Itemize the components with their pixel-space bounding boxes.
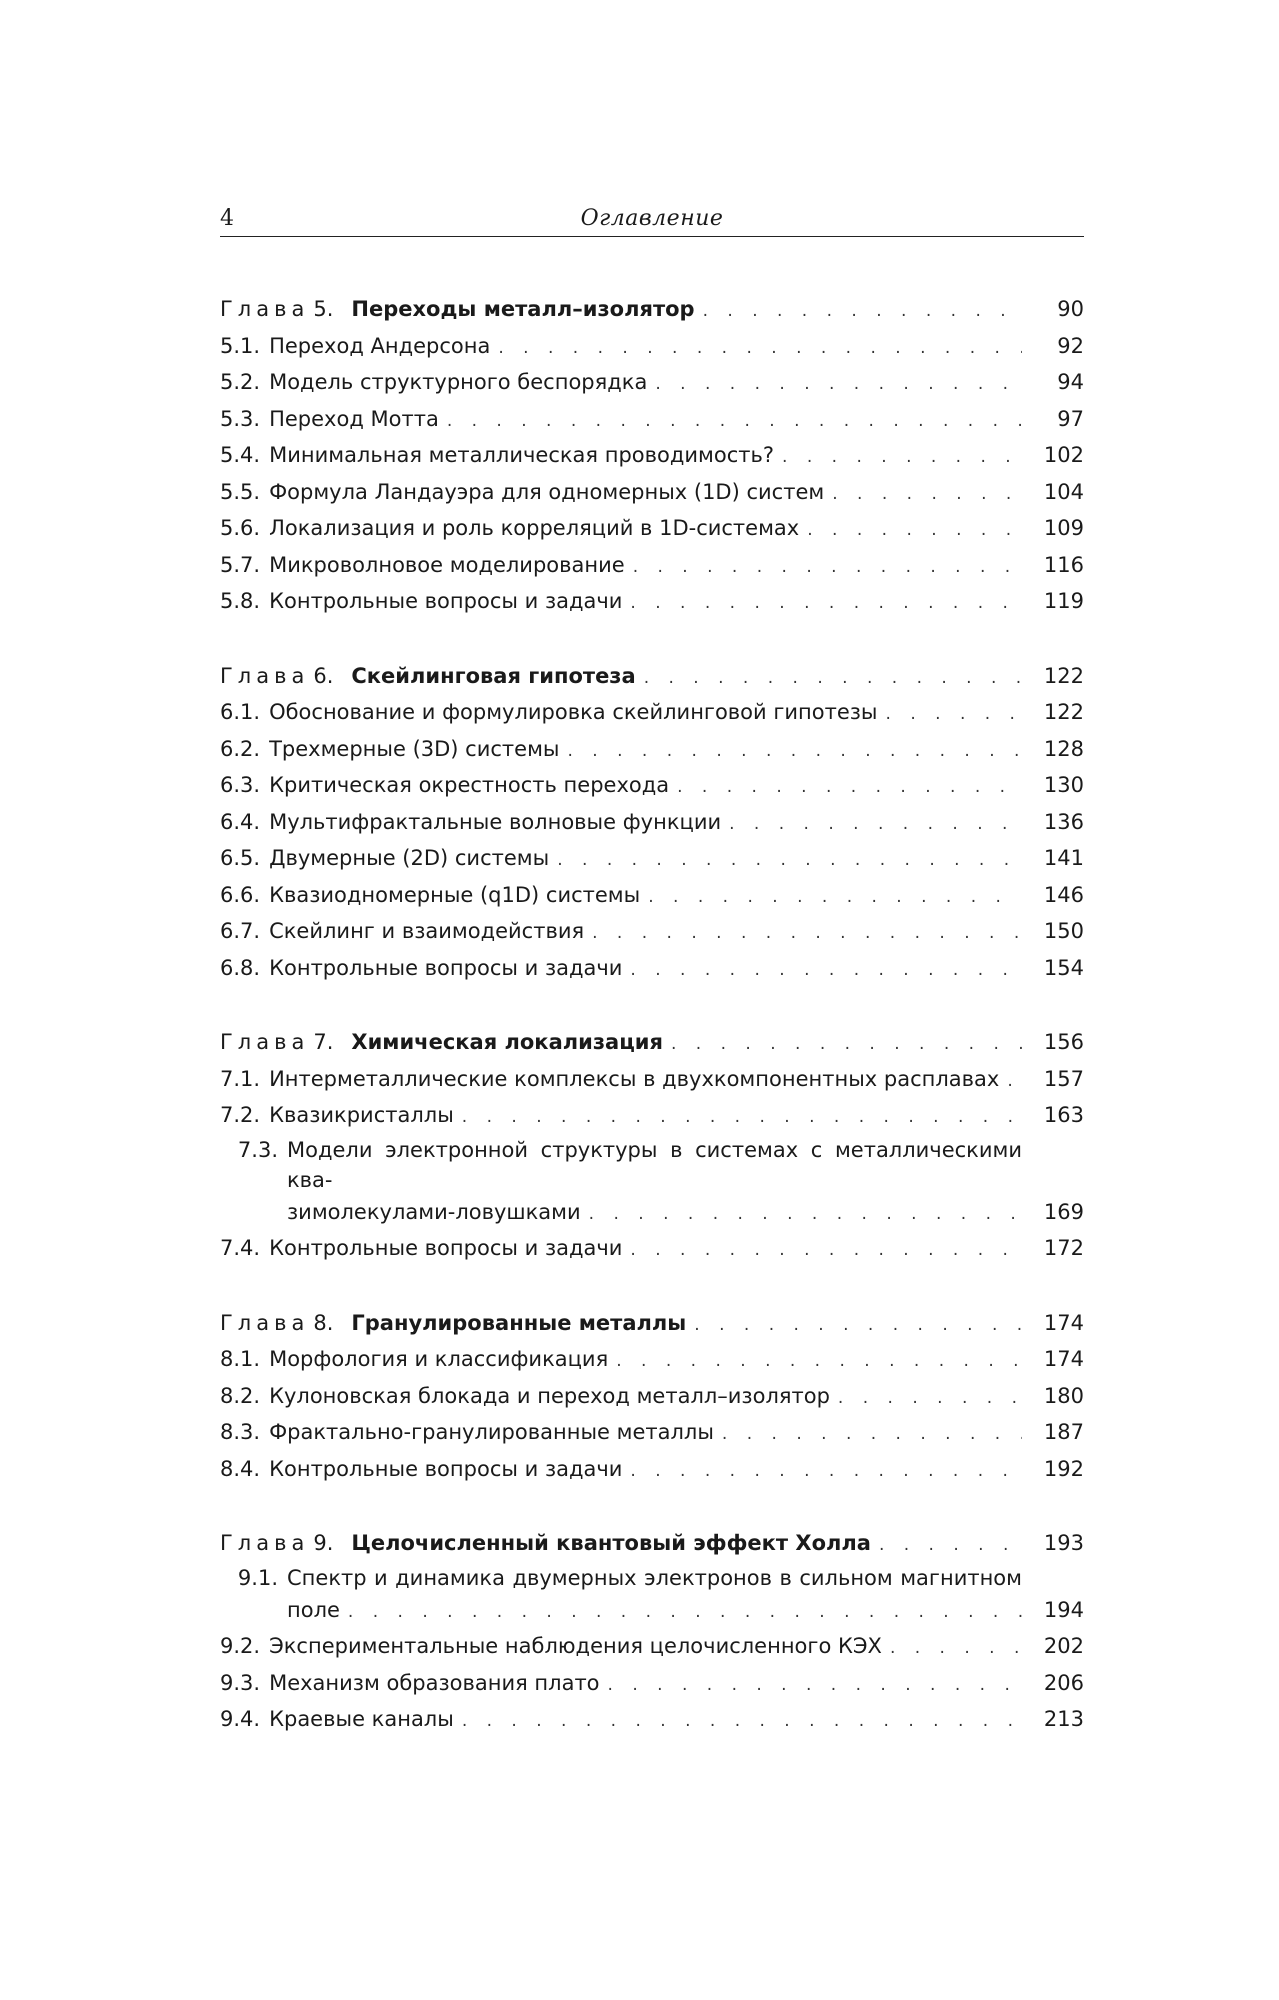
toc-entry[interactable] — [220, 1231, 1084, 1268]
chapter-title: Гранулированные металлы — [351, 1310, 687, 1335]
section-title: Кулоновская блокада и переход металл–изолятор — [269, 1383, 830, 1408]
section-title: Формула Ландауэра для одномерных (1D) систем — [269, 479, 825, 504]
leader-dots — [462, 1100, 1022, 1135]
leader-dots — [722, 1417, 1022, 1452]
section-page: 130 — [1043, 773, 1084, 797]
leader-dots — [671, 1027, 1022, 1062]
section-title: Модели электронной структуры в системах с металлическими ква- — [287, 1137, 1022, 1192]
section-title: Скейлинг и взаимодействия — [269, 919, 585, 943]
leader-dots — [568, 734, 1023, 769]
toc-entry[interactable] — [220, 732, 1084, 769]
section-title: Микроволновое моделирование — [269, 552, 625, 577]
section-page: 174 — [1043, 1347, 1084, 1371]
section-page: 141 — [1043, 846, 1084, 870]
page-number: 4 — [220, 206, 234, 231]
section-number: 5.7. — [220, 552, 261, 577]
leader-dots — [630, 1454, 1022, 1489]
page-title: Оглавление — [580, 206, 724, 231]
section-page: 202 — [1043, 1634, 1084, 1658]
section-title-continued: зимолекулами-ловушками — [287, 1199, 581, 1224]
section-number: 9.3. — [220, 1670, 261, 1695]
leader-dots — [677, 770, 1022, 805]
section-number: 5.8. — [220, 589, 261, 613]
section-page: 187 — [1043, 1420, 1084, 1444]
chapter-number: 6. — [313, 663, 334, 688]
section-number: 9.4. — [220, 1707, 261, 1731]
section-title: Контрольные вопросы и задачи — [269, 589, 623, 613]
chapter-5 — [220, 292, 1084, 621]
section-number: 9.2. — [220, 1634, 261, 1658]
chapter-page: 193 — [1043, 1531, 1084, 1555]
section-page: 94 — [1057, 370, 1084, 394]
toc-entry[interactable] — [220, 914, 1084, 951]
section-title: Обоснование и формулировка скейлинговой гипотезы — [269, 700, 878, 724]
section-title-continued: поле — [287, 1597, 340, 1622]
chapter-label: Глава — [220, 1531, 310, 1555]
section-title: Квазиодномерные (q1D) системы — [269, 882, 641, 907]
toc-entry[interactable] — [220, 584, 1084, 621]
chapter-8 — [220, 1306, 1084, 1489]
leader-dots — [630, 953, 1022, 988]
leader-dots — [557, 843, 1022, 878]
section-page: 128 — [1043, 736, 1084, 761]
section-number: 6.8. — [220, 955, 261, 980]
section-title: Двумерные (2D) системы — [269, 846, 550, 870]
leader-dots — [592, 916, 1022, 951]
chapter-page: 174 — [1043, 1310, 1084, 1335]
chapter-6 — [220, 659, 1084, 988]
chapter-page: 122 — [1043, 663, 1084, 688]
section-title: Переход Андерсона — [269, 333, 491, 358]
toc-entry-multiline[interactable] — [220, 1563, 1084, 1593]
section-number: 8.3. — [220, 1420, 261, 1444]
toc-entry[interactable] — [220, 1666, 1084, 1703]
leader-dots — [498, 331, 1022, 366]
section-number: 5.2. — [220, 370, 261, 394]
leader-dots — [782, 440, 1022, 475]
toc-entry-continuation[interactable] — [220, 1195, 1084, 1232]
chapter-label: Глава — [220, 1310, 310, 1335]
section-title: Контрольные вопросы и задачи — [269, 1456, 623, 1481]
leader-dots — [644, 661, 1022, 696]
leader-dots — [729, 807, 1022, 842]
chapter-page: 90 — [1057, 297, 1084, 321]
toc-entry[interactable] — [220, 511, 1084, 548]
toc-entry[interactable] — [220, 1062, 1084, 1099]
section-number: 8.1. — [220, 1347, 261, 1371]
section-page: 180 — [1043, 1383, 1084, 1408]
section-title: Квазикристаллы — [269, 1103, 454, 1127]
toc-entry[interactable] — [220, 475, 1084, 512]
leader-dots — [655, 367, 1022, 402]
toc-entry[interactable] — [220, 768, 1084, 805]
chapter-title: Целочисленный квантовый эффект Холла — [351, 1531, 871, 1555]
section-number: 8.4. — [220, 1456, 261, 1481]
leader-dots — [890, 1631, 1022, 1666]
toc-entry[interactable] — [220, 878, 1084, 915]
section-number: 7.1. — [220, 1066, 261, 1091]
section-title: Механизм образования плато — [269, 1670, 600, 1695]
leader-dots — [648, 880, 1022, 915]
section-title: Экспериментальные наблюдения целочисленного КЭХ — [269, 1634, 882, 1658]
chapter-heading[interactable] — [220, 292, 1084, 329]
section-page: 194 — [1043, 1597, 1084, 1622]
leader-dots — [447, 404, 1022, 439]
chapter-label: Глава — [220, 663, 310, 688]
toc-entry[interactable] — [220, 548, 1084, 585]
section-page: 136 — [1043, 809, 1084, 834]
section-title: Трехмерные (3D) системы — [269, 736, 560, 761]
section-title: Краевые каналы — [269, 1707, 454, 1731]
toc-entry[interactable] — [220, 438, 1084, 475]
section-page: 172 — [1043, 1236, 1084, 1260]
leader-dots — [589, 1197, 1022, 1232]
leader-dots — [886, 697, 1022, 732]
section-title: Контрольные вопросы и задачи — [269, 955, 623, 980]
section-page: 154 — [1043, 955, 1084, 980]
section-page: 92 — [1057, 333, 1084, 358]
section-title: Локализация и роль корреляций в 1D-системах — [269, 516, 800, 540]
toc-entry[interactable] — [220, 1098, 1084, 1135]
section-page: 157 — [1043, 1066, 1084, 1091]
leader-dots — [630, 1233, 1022, 1268]
section-number: 8.2. — [220, 1383, 261, 1408]
leader-dots — [703, 294, 1022, 329]
section-number: 6.6. — [220, 882, 261, 907]
section-page: 122 — [1043, 700, 1084, 724]
chapter-title: Химическая локализация — [351, 1030, 663, 1054]
section-page: 150 — [1043, 919, 1084, 943]
chapter-number: 8. — [313, 1310, 334, 1335]
leader-dots — [879, 1528, 1022, 1563]
chapter-label: Глава — [220, 1030, 310, 1054]
toc-entry[interactable] — [220, 365, 1084, 402]
toc-entry[interactable] — [220, 841, 1084, 878]
chapter-label: Глава — [220, 297, 310, 321]
chapter-number: 7. — [313, 1030, 334, 1054]
toc-entry[interactable] — [220, 1415, 1084, 1452]
leader-dots — [832, 477, 1022, 512]
section-number: 7.2. — [220, 1103, 261, 1127]
toc-entry[interactable] — [220, 329, 1084, 366]
chapter-number: 5. — [313, 297, 334, 321]
section-page: 104 — [1043, 479, 1084, 504]
section-title: Фрактально-гранулированные металлы — [269, 1420, 714, 1444]
chapter-heading[interactable] — [220, 659, 1084, 696]
section-page: 213 — [1043, 1707, 1084, 1731]
toc-entry[interactable] — [220, 951, 1084, 988]
section-number: 5.4. — [220, 443, 261, 467]
toc-entry[interactable] — [220, 402, 1084, 439]
toc-entry[interactable] — [220, 1702, 1084, 1739]
toc-entry[interactable] — [220, 1629, 1084, 1666]
chapter-7 — [220, 1025, 1084, 1268]
leader-dots — [838, 1381, 1022, 1416]
section-number: 7.4. — [220, 1236, 261, 1260]
section-number: 5.1. — [220, 333, 261, 358]
chapter-page: 156 — [1043, 1030, 1084, 1054]
section-title: Критическая окрестность перехода — [269, 773, 670, 797]
section-title: Минимальная металлическая проводимость? — [269, 443, 775, 467]
table-of-contents — [220, 292, 1084, 1777]
leader-dots — [608, 1668, 1022, 1703]
section-number: 6.5. — [220, 846, 261, 870]
section-page: 192 — [1043, 1456, 1084, 1481]
section-page: 206 — [1043, 1670, 1084, 1695]
leader-dots — [694, 1308, 1022, 1343]
toc-entry[interactable] — [220, 805, 1084, 842]
section-number: 6.4. — [220, 809, 261, 834]
section-title: Интерметаллические комплексы в двухкомпонентных расплавах — [269, 1066, 1000, 1091]
section-title: Спектр и динамика двумерных электронов в сильном магнитном — [287, 1565, 1022, 1590]
chapter-9 — [220, 1526, 1084, 1739]
section-page: 102 — [1043, 443, 1084, 467]
section-page: 169 — [1043, 1199, 1084, 1224]
chapter-heading[interactable] — [220, 1526, 1084, 1563]
toc-entry[interactable] — [220, 1342, 1084, 1379]
section-number: 5.6. — [220, 516, 261, 540]
toc-entry-multiline[interactable] — [220, 1135, 1084, 1195]
section-page: 146 — [1043, 882, 1084, 907]
section-number: 6.3. — [220, 773, 261, 797]
toc-entry[interactable] — [220, 1452, 1084, 1489]
section-page: 116 — [1043, 552, 1084, 577]
toc-entry[interactable] — [220, 1379, 1084, 1416]
chapter-title: Переходы металл–изолятор — [351, 297, 695, 321]
toc-entry[interactable] — [220, 695, 1084, 732]
leader-dots — [630, 586, 1022, 621]
chapter-heading[interactable] — [220, 1025, 1084, 1062]
section-number: 7.3. — [237, 1137, 278, 1162]
leader-dots — [807, 513, 1022, 548]
section-number: 9.1. — [237, 1565, 278, 1590]
section-title: Переход Мотта — [269, 406, 439, 431]
leader-dots — [616, 1344, 1022, 1379]
section-page: 97 — [1057, 406, 1084, 431]
section-title: Контрольные вопросы и задачи — [269, 1236, 623, 1260]
section-title: Модель структурного беспорядка — [269, 370, 648, 394]
leader-dots — [633, 550, 1022, 585]
running-head — [220, 200, 1084, 237]
toc-entry-continuation[interactable] — [220, 1593, 1084, 1630]
section-number: 5.5. — [220, 479, 261, 504]
section-page: 163 — [1043, 1103, 1084, 1127]
section-page: 109 — [1043, 516, 1084, 540]
chapter-heading[interactable] — [220, 1306, 1084, 1343]
leader-dots — [1007, 1064, 1022, 1099]
section-number: 6.1. — [220, 700, 261, 724]
section-number: 6.7. — [220, 919, 261, 943]
section-title: Морфология и классификация — [269, 1347, 609, 1371]
section-number: 6.2. — [220, 736, 261, 761]
leader-dots — [462, 1704, 1022, 1739]
leader-dots — [348, 1595, 1022, 1630]
chapter-title: Скейлинговая гипотеза — [351, 663, 636, 688]
section-page: 119 — [1043, 589, 1084, 613]
chapter-number: 9. — [313, 1531, 334, 1555]
section-title: Мультифрактальные волновые функции — [269, 809, 722, 834]
section-number: 5.3. — [220, 406, 261, 431]
